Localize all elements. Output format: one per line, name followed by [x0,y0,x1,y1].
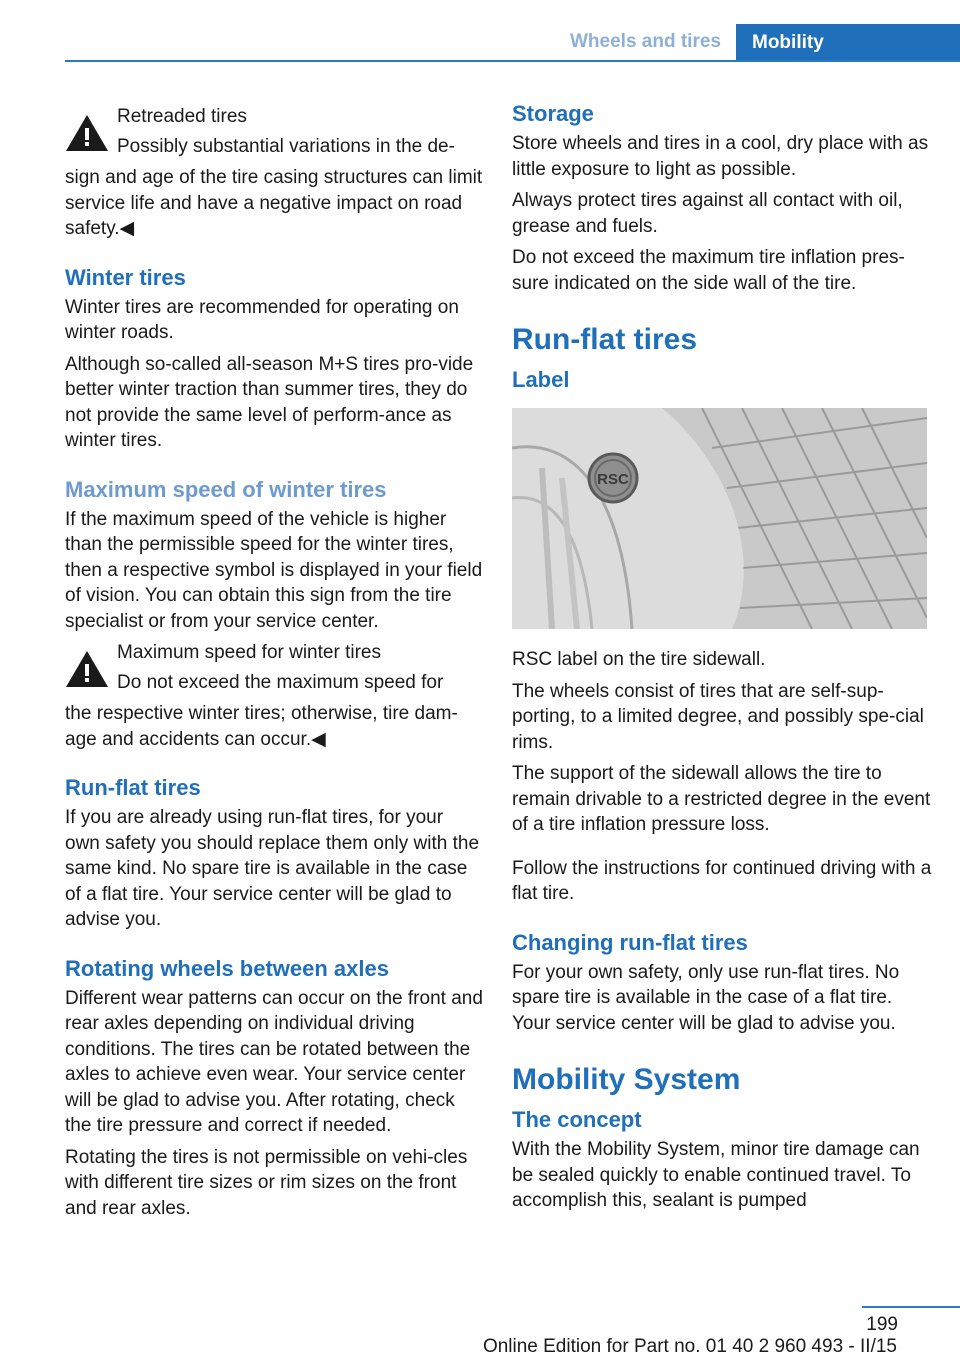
paragraph: If you are already using run-flat tires, for your own safety you should replace them only with the same kind. No spare tire is available in the case of a flat tire. Your service center will be glad to advise you. [65,807,480,930]
page-number-rule [862,1306,960,1308]
paragraph: Follow the instructions for continued driving with a flat tire. [512,857,932,904]
tire-illustration [512,408,927,629]
header-section-title: Wheels and tires [570,31,721,52]
warning-triangle-icon [65,114,115,158]
warning-title: Retreaded tires [117,106,247,127]
paragraph: With the Mobility System, minor tire damage can be sealed quickly to enable continued travel. To accomplish this, sealant is pumped [512,1139,920,1211]
warning-body: sign and age of the tire casing structures can limit service life and have a negative impact on road safety.◀ [65,167,483,239]
left-column [65,100,483,1227]
header-chapter-tab: Mobility [736,24,960,62]
warning-body: the respective winter tires; otherwise, tire dam‐age and accidents can occur.◀ [65,703,458,750]
right-column [512,100,932,1220]
page-number: 199 [866,1314,898,1335]
paragraph: Rotating the tires is not permissible on vehi‐cles with different tire sizes or rim sizes on the front and rear axles. [65,1146,468,1219]
heading-storage: Storage [512,101,594,126]
paragraph: For your own safety, only use run-flat tires. No spare tire is available in the case of a flat tire. Your service center will be glad to advise you. [512,961,900,1034]
heading-the-concept: The concept [512,1107,642,1132]
heading-rotating-wheels: Rotating wheels between axles [65,955,389,981]
paragraph: Do not exceed the maximum tire inflation pres‐sure indicated on the side wall of the tire. [512,247,905,294]
warning-max-speed [65,640,483,752]
warning-lead: Do not exceed the maximum speed for [117,671,444,693]
warning-title: Maximum speed for winter tires [117,642,381,663]
heading-changing-run-flat: Changing run-flat tires [512,929,748,955]
paragraph: Different wear patterns can occur on the front and rear axles depending on individual driving conditions. The tires can be rotated between the axles to achieve even wear. Your service center will be glad to advise you. After rotating, check the tire pressure and correct if needed. [65,987,483,1136]
paragraph: The wheels consist of tires that are self-sup‐porting, to a limited degree, and possibly spe‐cial rims. [512,680,924,753]
header-rule [65,60,960,62]
warning-triangle-icon [65,650,115,694]
tire-sidewall-figure [512,408,927,629]
paragraph: Although so-called all-season M+S tires pro‐vide better winter traction than summer tires, they do not provide the same level of perform‐ance as winter tires. [65,353,474,451]
heading-winter-tires: Winter tires [65,264,186,290]
paragraph: Winter tires are recommended for operating on winter roads. [65,296,459,343]
paragraph: If the maximum speed of the vehicle is higher than the permissible speed for the winter tires, then a respective symbol is displayed in your field of vision. You can obtain this sign from the tire specialist or from your service center. [65,508,483,632]
paragraph: Always protect tires against all contact with oil, grease and fuels. [512,190,903,237]
heading-label: Label [512,367,570,392]
rsc-badge-text: RSC [597,471,629,488]
title-mobility-system: Mobility System [512,1063,741,1096]
title-run-flat-tires: Run-flat tires [512,323,698,356]
paragraph: The support of the sidewall allows the tire to remain drivable to a restricted degree in the event of a tire inflation pressure loss. [512,763,931,835]
edition-footer: Online Edition for Part no. 01 40 2 960 493 - II/15 [482,1336,897,1357]
paragraph: Store wheels and tires in a cool, dry place with as little exposure to light as possible. [512,133,929,180]
warning-lead: Possibly substantial variations in the de‐ [117,135,455,157]
heading-max-speed-winter: Maximum speed of winter tires [65,476,387,502]
figure-caption: RSC label on the tire sidewall. [512,649,766,670]
heading-run-flat: Run-flat tires [65,775,201,800]
warning-retreaded-tires [65,104,483,242]
